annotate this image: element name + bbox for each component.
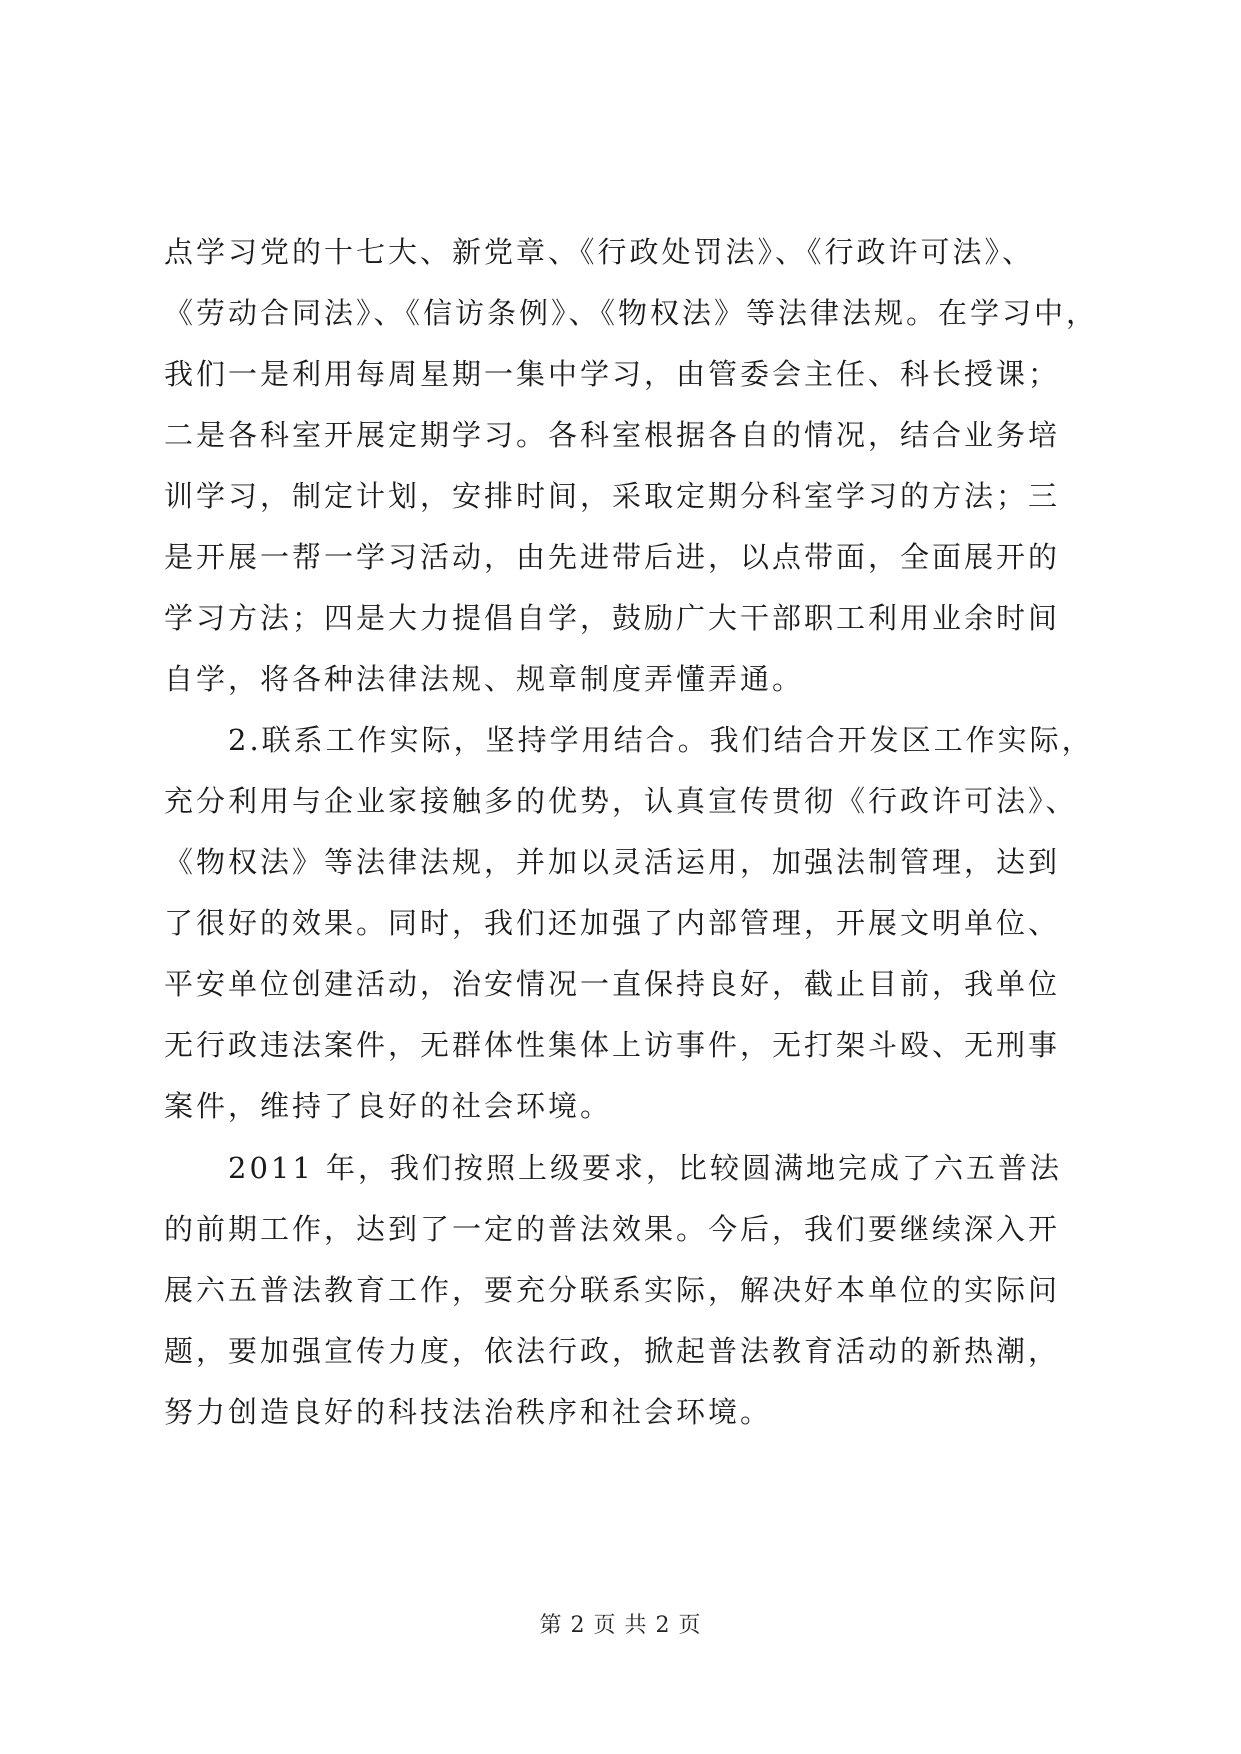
text-line: 自学，将各种法律法规、规章制度弄懂弄通。 (164, 662, 805, 696)
text-line: 学习方法；四是大力提倡自学，鼓励广大干部职工利用业余时间 (164, 601, 1061, 635)
text-line: 展六五普法教育工作，要充分联系实际，解决好本单位的实际问 (164, 1273, 1061, 1307)
text-line: 无行政违法案件，无群体性集体上访事件，无打架斗殴、无刑事 (164, 1028, 1061, 1062)
text-line: 点学习党的十七大、新党章、《行政处罚法》、《行政许可法》、 (164, 235, 1035, 269)
paragraph-practice (164, 710, 1094, 1137)
page-number-footer: 第 2 页 共 2 页 (539, 1613, 702, 1638)
text-line: 2011 年，我们按照上级要求，比较圆满地完成了六五普法 (164, 1151, 1063, 1185)
text-line: 平安单位创建活动，治安情况一直保持良好，截止目前，我单位 (164, 967, 1061, 1001)
text-line: 的前期工作，达到了一定的普法效果。今后，我们要继续深入开 (164, 1212, 1061, 1246)
text-line: 我们一是利用每周星期一集中学习，由管委会主任、科长授课； (164, 357, 1061, 391)
text-line: 二是各科室开展定期学习。各科室根据各自的情况，结合业务培 (164, 418, 1061, 452)
text-line: 了很好的效果。同时，我们还加强了内部管理，开展文明单位、 (164, 906, 1061, 940)
text-line: 《物权法》等法律法规，并加以灵活运用，加强法制管理，达到 (164, 845, 1061, 879)
text-line: 训学习，制定计划，安排时间，采取定期分科室学习的方法；三 (164, 479, 1061, 513)
text-line: 努力创造良好的科技法治秩序和社会环境。 (164, 1395, 773, 1429)
text-line: 是开展一帮一学习活动，由先进带后进，以点带面，全面展开的 (164, 540, 1061, 574)
paragraph-study-methods (164, 222, 1099, 710)
paragraph-conclusion (164, 1138, 1084, 1443)
text-line: 充分利用与企业家接触多的优势，认真宣传贯彻《行政许可法》、 (164, 784, 1078, 818)
text-line: 《劳动合同法》、《信访条例》、《物权法》等法律法规。在学习中， (164, 296, 1099, 330)
text-line: 题，要加强宣传力度，依法行政，掀起普法教育活动的新热潮， (164, 1334, 1061, 1368)
text-line: 案件，维持了良好的社会环境。 (164, 1089, 613, 1123)
text-line: 2.联系工作实际，坚持学用结合。我们结合开发区工作实际， (164, 723, 1094, 757)
